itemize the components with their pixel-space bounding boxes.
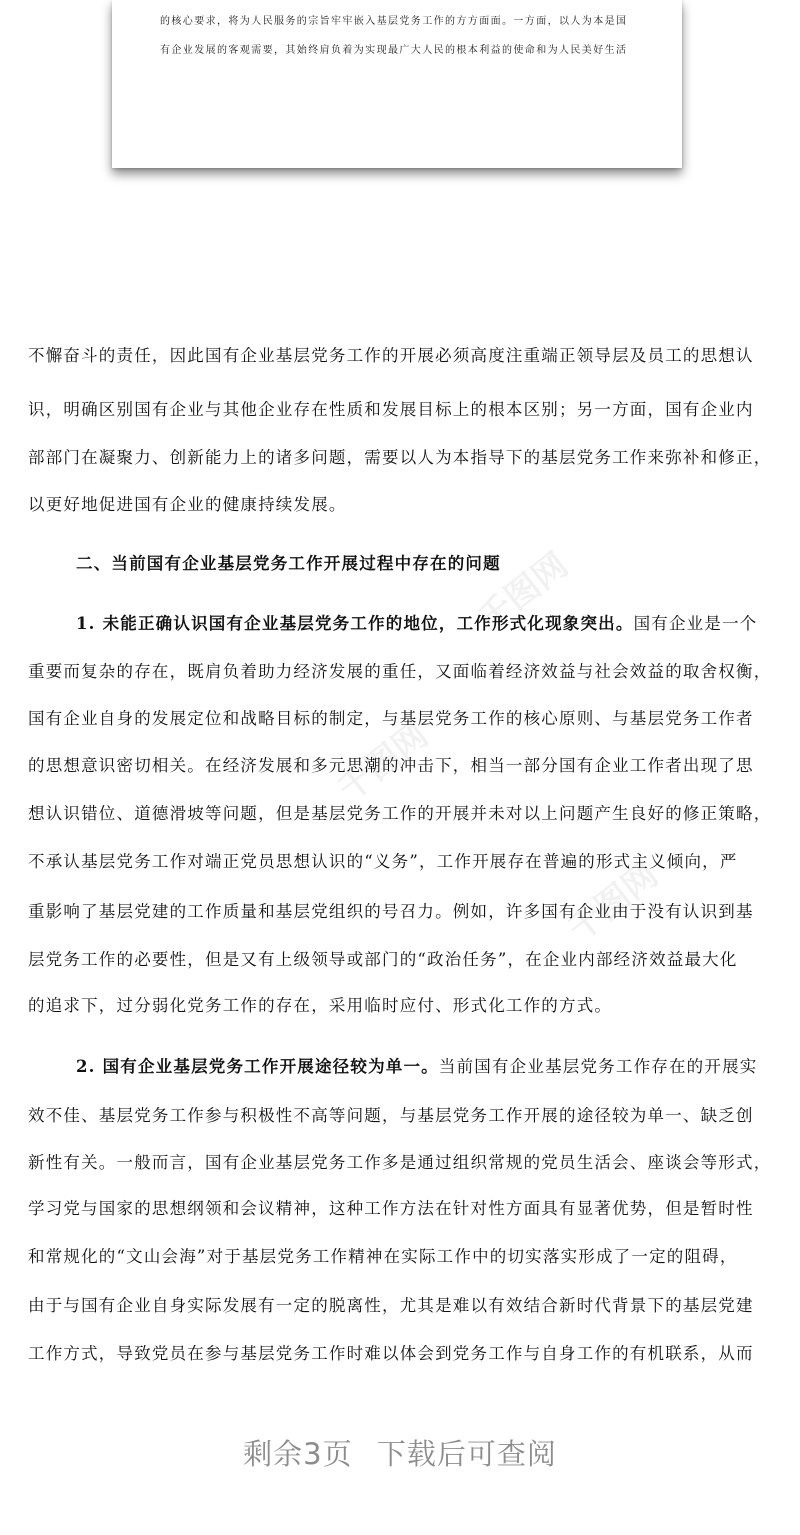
point1-first-text: 国有企业是一个	[633, 614, 758, 633]
point1-line: 不承认基层党务工作对端正党员思想认识的“义务”，工作开展存在普遍的形式主义倾向，严	[28, 852, 738, 871]
point2-first-text: 当前国有企业基层党务工作存在的开展实	[438, 1057, 758, 1076]
intro-line: 不懈奋斗的责任，因此国有企业基层党务工作的开展必须高度注重端正领导层及员工的思想认	[28, 346, 754, 365]
point1-line: 层党务工作的必要性，但是又有上级领导或部门的“政治任务”，在企业内部经济效益最大化	[28, 950, 738, 969]
point1-line: 国有企业自身的发展定位和战略目标的制定，与基层党务工作的核心原则、与基层党务工作者	[28, 709, 754, 728]
watermark: 千图网	[560, 855, 666, 950]
point2-title: 2. 国有企业基层党务工作开展途径较为单一。	[76, 1057, 439, 1076]
point2-line: 和常规化的“文山会海”对于基层党务工作精神在实际工作中的切实落实形成了一定的阻碍，	[28, 1247, 738, 1266]
point2-first-line	[76, 1053, 776, 1077]
point2-line: 效不佳、基层党务工作参与积极性不高等问题，与基层党务工作开展的途径较为单一、缺乏创	[28, 1106, 754, 1125]
intro-line: 识，明确区别国有企业与其他企业存在性质和发展目标上的根本区别；另一方面，国有企业内	[28, 400, 754, 419]
watermark: 千图网	[330, 715, 436, 810]
preview-line: 的核心要求，将为人民服务的宗旨牢牢嵌入基层党务工作的方方面面。一方面，以人为本是国	[160, 16, 628, 27]
point2-line: 工作方式，导致党员在参与基层党务工作时难以体会到党务工作与自身工作的有机联系，从而	[28, 1344, 754, 1363]
download-prompt[interactable]	[0, 1432, 800, 1473]
section-heading: 二、当前国有企业基层党务工作开展过程中存在的问题	[76, 554, 501, 573]
point1-line: 重要而复杂的存在，既肩负着助力经济发展的重任，又面临着经济效益与社会效益的取舍权衡，	[28, 662, 772, 681]
point2-line: 新性有关。一般而言，国有企业基层党务工作多是通过组织常规的党员生活会、座谈会等形式，	[28, 1153, 772, 1172]
point1-line: 想认识错位、道德滑坡等问题，但是基层党务工作的开展并未对以上问题产生良好的修正策略，	[28, 804, 772, 823]
watermark: 千图网	[470, 545, 576, 640]
point1-first-line	[76, 610, 776, 634]
download-to-view-label: 下载后可查阅	[376, 1437, 557, 1471]
point1-line: 重影响了基层党建的工作质量和基层党组织的号召力。例如，许多国有企业由于没有认识到基	[28, 902, 754, 921]
intro-line: 部部门在凝聚力、创新能力上的诸多问题，需要以人为本指导下的基层党务工作来弥补和修正，	[28, 448, 772, 467]
remaining-pages-label: 剩余3页	[243, 1437, 353, 1471]
point2-line: 学习党与国家的思想纲领和会议精神，这种工作方法在针对性方面具有显著优势，但是暂时性	[28, 1199, 754, 1218]
point1-line: 的思想意识密切相关。在经济发展和多元思潮的冲击下，相当一部分国有企业工作者出现了思	[28, 756, 754, 775]
preview-line: 有企业发展的客观需要，其始终肩负着为实现最广大人民的根本利益的使命和为人民美好生活	[160, 45, 628, 56]
point1-line: 的追求下，过分弱化党务工作的存在，采用临时应付、形式化工作的方式。	[28, 996, 613, 1015]
point2-line: 由于与国有企业自身实际发展有一定的脱离性，尤其是难以有效结合新时代背景下的基层党建	[28, 1296, 754, 1315]
page-preview-card	[112, 0, 682, 168]
point1-title: 1. 未能正确认识国有企业基层党务工作的地位，工作形式化现象突出。	[76, 614, 634, 633]
intro-line: 以更好地促进国有企业的健康持续发展。	[28, 495, 347, 514]
